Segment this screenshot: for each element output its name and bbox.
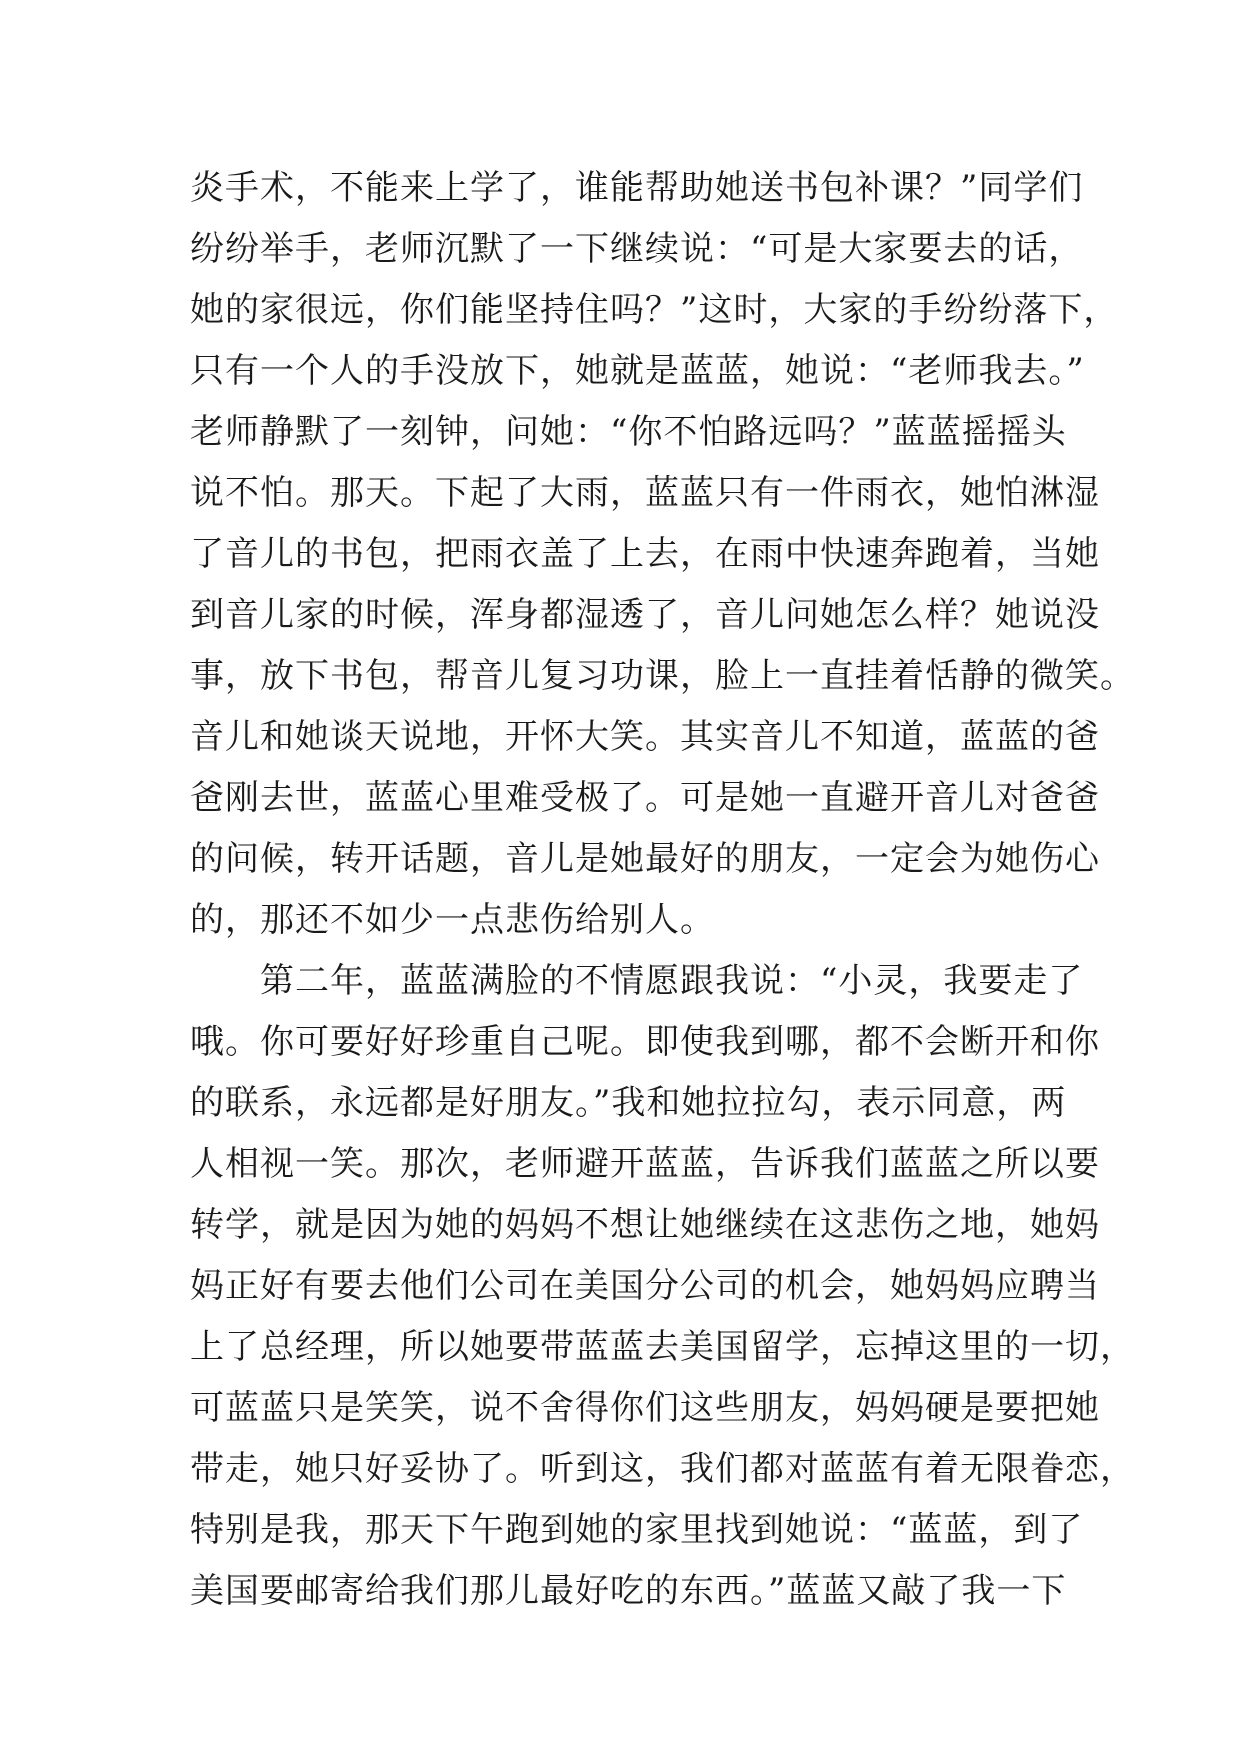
body-text (190, 158, 1135, 1622)
text-line: 特别是我，那天下午跑到她的家里找到她说：“蓝蓝，到了 (190, 1510, 1084, 1550)
text-line: 转学，就是因为她的妈妈不想让她继续在这悲伤之地，她妈 (190, 1205, 1100, 1245)
text-line: 纷纷举手，老师沉默了一下继续说：“可是大家要去的话， (190, 229, 1084, 269)
text-line: 她的家很远，你们能坚持住吗？”这时，大家的手纷纷落下， (190, 290, 1119, 330)
text-line: 只有一个人的手没放下，她就是蓝蓝，她说：“老师我去。” (190, 351, 1085, 391)
text-line: 到音儿家的时候，浑身都湿透了，音儿问她怎么样？她说没 (190, 595, 1100, 635)
text-line: 带走，她只好妥协了。听到这，我们都对蓝蓝有着无限眷恋， (190, 1449, 1135, 1489)
paragraph-1 (190, 158, 1135, 951)
text-line: 第二年，蓝蓝满脸的不情愿跟我说：“小灵，我要走了 (260, 961, 1084, 1001)
text-line: 美国要邮寄给我们那儿最好吃的东西。”蓝蓝又敲了我一下 (190, 1571, 1067, 1611)
text-line: 老师静默了一刻钟，问她：“你不怕路远吗？”蓝蓝摇摇头 (190, 412, 1067, 452)
text-line: 了音儿的书包，把雨衣盖了上去，在雨中快速奔跑着，当她 (190, 534, 1100, 574)
text-line: 的，那还不如少一点悲伤给别人。 (190, 900, 715, 940)
text-line: 事，放下书包，帮音儿复习功课，脸上一直挂着恬静的微笑。 (190, 656, 1135, 696)
text-line: 的联系，永远都是好朋友。”我和她拉拉勾，表示同意，两 (190, 1083, 1067, 1123)
text-line: 妈正好有要去他们公司在美国分公司的机会，她妈妈应聘当 (190, 1266, 1100, 1306)
text-line: 可蓝蓝只是笑笑，说不舍得你们这些朋友，妈妈硬是要把她 (190, 1388, 1100, 1428)
text-line: 音儿和她谈天说地，开怀大笑。其实音儿不知道，蓝蓝的爸 (190, 717, 1100, 757)
text-line: 上了总经理，所以她要带蓝蓝去美国留学，忘掉这里的一切， (190, 1327, 1135, 1367)
text-line: 爸刚去世，蓝蓝心里难受极了。可是她一直避开音儿对爸爸 (190, 778, 1100, 818)
text-line: 哦。你可要好好珍重自己呢。即使我到哪，都不会断开和你 (190, 1022, 1100, 1062)
text-line: 人相视一笑。那次，老师避开蓝蓝，告诉我们蓝蓝之所以要 (190, 1144, 1100, 1184)
text-line: 的问候，转开话题，音儿是她最好的朋友，一定会为她伤心 (190, 839, 1100, 879)
text-line: 炎手术，不能来上学了，谁能帮助她送书包补课？”同学们 (190, 168, 1084, 208)
text-line: 说不怕。那天。下起了大雨，蓝蓝只有一件雨衣，她怕淋湿 (190, 473, 1100, 513)
paragraph-2 (190, 951, 1135, 1622)
